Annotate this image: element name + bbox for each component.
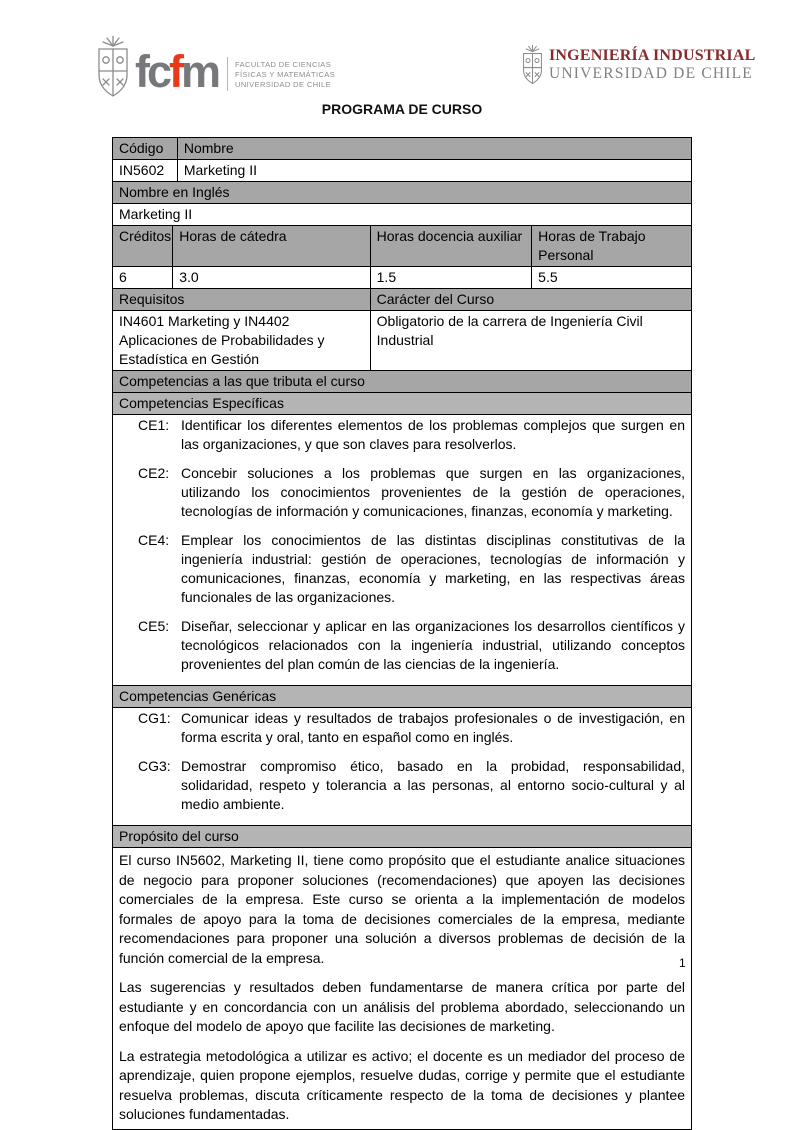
fcfm-wordmark-gray1: fc [135,45,170,97]
horas-catedra-value-cell: 3.0 [173,267,370,289]
competencia-code: CG3: [138,758,171,774]
table-row [113,708,692,826]
creditos-header-cell: Créditos [113,226,173,267]
competencia-text: Concebir soluciones a los problemas que surgen en las organizaciones, utilizando los conocimientos provenientes de la gestión de operaciones, tecnologías de información y comunicaciones, finanzas, economía y marketing. [181,465,685,519]
fcfm-wordmark-gray2: m [181,45,219,97]
competencia-code: CG1: [138,710,171,726]
competencia-text: Diseñar, seleccionar y aplicar en las organizaciones los desarrollos científicos y tecnológicos relacionados con la ingeniería industrial, utilizando conceptos provenientes del plan común de las ciencias de la ingeniería. [181,618,685,672]
fcfm-logo [95,36,335,98]
nombre-value-cell: Marketing II [177,160,691,182]
horas-personal-value-cell: 5.5 [532,267,692,289]
table-row [113,267,692,289]
table-row [113,371,692,393]
fcfm-faculty-line: FÍSICAS Y MATEMÁTICAS [235,70,336,80]
horas-catedra-header-cell: Horas de cátedra [173,226,370,267]
table-row [113,160,692,182]
table-row [113,415,692,686]
page-number: 1 [679,956,686,970]
creditos-value-cell: 6 [113,267,173,289]
requisitos-table [112,288,692,371]
page-title: PROGRAMA DE CURSO [321,101,483,117]
industrial-logo-line2: UNIVERSIDAD DE CHILE [549,65,753,83]
table-row [113,204,692,226]
competencia-item [119,709,685,747]
fcfm-faculty-lines [235,60,335,89]
fcfm-wordmark [135,45,219,97]
fcfm-faculty-line: UNIVERSIDAD DE CHILE [235,79,331,89]
horas-auxiliar-header-cell: Horas docencia auxiliar [370,226,532,267]
competencias-especificas-cell [113,415,692,686]
proposito-cell [113,848,692,1130]
table-row [113,182,692,204]
competencia-item [119,531,685,607]
fcfm-wordmark-red: f [169,45,182,97]
nombre-header-cell: Nombre [177,138,691,160]
proposito-paragraph: El curso IN5602, Marketing II, tiene como propósito que el estudiante analice situaciones de negocio para proponer soluciones (recomendaciones) que apoyen las decisiones comerciales de la empresa. Este curso se orienta a la implementación de modelos formales de apoyo para la toma de decisiones comerciales de la empresa, mediante recomendaciones para proponer una solución a diversos problemas de decisión de la función comercial de la empresa. [119,852,685,966]
document-content [112,137,692,1130]
competencias-genericas-header: Competencias Genéricas [113,686,692,708]
competencia-item [119,464,685,521]
competencia-code: CE5: [138,618,170,634]
competencia-code: CE4: [138,532,170,548]
uchile-crest-icon [95,36,131,98]
competencias-section-header: Competencias a las que tributa el curso [113,371,692,393]
competencia-text: Comunicar ideas y resultados de trabajos profesionales o de investigación, en forma escrita y oral, tanto en español como en inglés. [181,710,685,745]
competencia-text: Identificar los diferentes elementos de los problemas complejos que surgen en las organizaciones, y que son claves para resolverlos. [181,417,685,452]
caracter-value-cell: Obligatorio de la carrera de Ingeniería Civil Industrial [370,311,691,371]
table-row [113,393,692,415]
competencia-code: CE1: [138,417,170,433]
caracter-header-cell: Carácter del Curso [370,289,691,311]
table-row [113,826,692,848]
horas-personal-header-cell: Horas de Trabajo Personal [532,226,692,267]
table-row [113,848,692,1130]
course-info-table [112,137,692,226]
ingenieria-industrial-logo [521,45,755,85]
competencias-table [112,370,692,1130]
competencias-genericas-cell [113,708,692,826]
codigo-header-cell: Código [113,138,178,160]
table-row [113,138,692,160]
nombre-ingles-value-cell: Marketing II [113,204,692,226]
competencia-text: Demostrar compromiso ético, basado en la probidad, responsabilidad, solidaridad, respeto y tolerancia a las personas, al entorno socio-cultural y al medio ambiente. [181,758,685,812]
nombre-ingles-header-cell: Nombre en Inglés [113,182,692,204]
proposito-paragraph: La estrategia metodológica a utilizar es activo; el docente es un mediador del proceso de aprendizaje, quien propone ejemplos, resuelve dudas, corrige y permite que el estudiante resuelva problemas, discuta críticamente respecto de la toma de decisiones y plantee soluciones fundamentadas. [119,1047,685,1122]
industrial-logo-line1: INGENIERÍA INDUSTRIAL [549,46,756,64]
uchile-crest-small-icon [521,45,544,85]
competencia-item [119,617,685,674]
requisitos-header-cell: Requisitos [113,289,371,311]
competencia-item [119,757,685,814]
competencia-code: CE2: [138,465,170,481]
requisitos-value-cell: IN4601 Marketing y IN4402 Aplicaciones de Probabilidades y Estadística en Gestión [113,311,371,371]
table-row [113,311,692,371]
competencias-especificas-header: Competencias Específicas [113,393,692,415]
proposito-paragraph: Las sugerencias y resultados deben fundamentarse de manera crítica por parte del estudiante y en concordancia con un análisis del problema abordado, seleccionando un enfoque del modelo de apoyo que facilite las decisiones de marketing. [119,979,685,1034]
fcfm-faculty-line: FACULTAD DE CIENCIAS [235,60,332,70]
table-row [113,289,692,311]
horas-auxiliar-value-cell: 1.5 [370,267,532,289]
proposito-header: Propósito del curso [113,826,692,848]
competencia-text: Emplear los conocimientos de las distintas disciplinas constitutivas de la ingeniería industrial: gestión de operaciones, tecnologías de información y comunicaciones, finanzas, economía y marketing, en las respectivas áreas funcionales de las organizaciones. [181,532,685,605]
competencia-item [119,416,685,454]
table-row [113,226,692,267]
hours-table [112,225,692,289]
codigo-value-cell: IN5602 [113,160,178,182]
table-row [113,686,692,708]
logo-divider [227,57,228,91]
